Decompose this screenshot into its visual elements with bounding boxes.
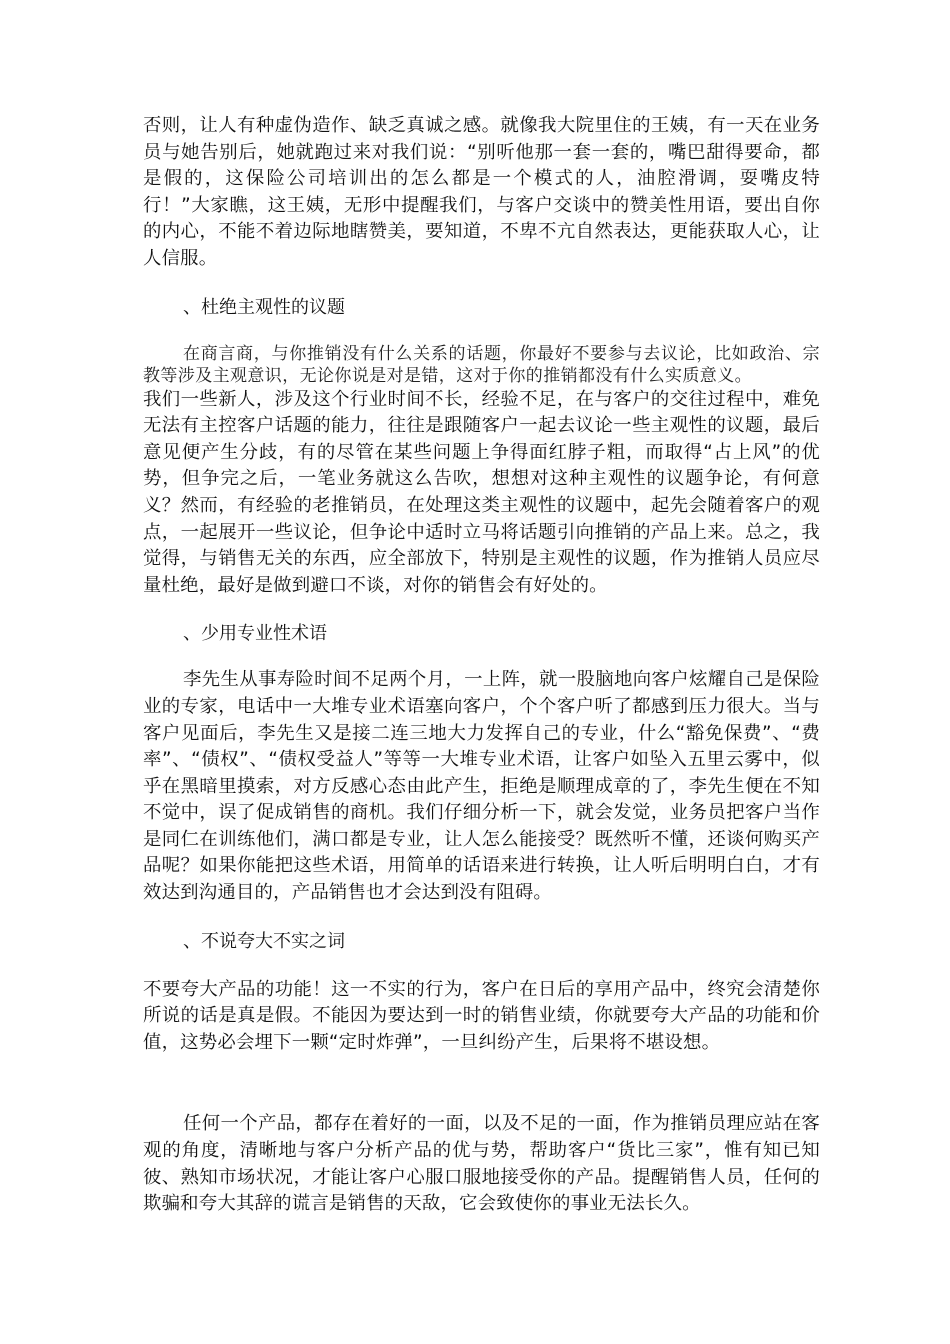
section-heading-no-exaggeration: 、不说夸大不实之词 [183, 930, 345, 952]
paragraph-flattery-sincerity: 否则，让人有种虚伪造作、缺乏真诚之感。就像我大院里住的王姨，有一天在业务员与她告别后，她就跑过来对我们说：“别听他那一套一套的，嘴巴甜得要命，都是假的，这保险公司培训出的怎么都是一个模式的人，油腔滑调，耍嘴皮特行！”大家瞧，这王姨，无形中提醒我们，与客户交谈中的赞美性用语，要出自你的内心，不能不着边际地瞎赞美，要知道，不卑不亢自然表达，更能获取人心，让人信服。 [143, 115, 820, 269]
paragraph-new-salespeople: 我们一些新人，涉及这个行业时间不长，经验不足，在与客户的交往过程中，难免无法有主控客户话题的能力，往往是跟随客户一起去议论一些主观性的议题，最后意见便产生分歧，有的尽管在某些问题上争得面红脖子粗，而取得“占上风”的优势，但争完之后，一笔业务就这么告吹，想想对这种主观性的议题争论，有何意义？然而，有经验的老推销员，在处理这类主观性的议题中，起先会随着客户的观点，一起展开一些议论，但争论中适时立马将话题引向推销的产品上来。总之，我觉得，与销售无关的东西，应全部放下，特别是主观性的议题，作为推销人员应尽量杜绝，最好是做到避口不谈，对你的销售会有好处的。 [143, 388, 820, 596]
paragraph-objective-analysis: 任何一个产品，都存在着好的一面，以及不足的一面，作为推销员理应站在客观的角度，清晰地与客户分析产品的优与势，帮助客户“货比三家”，惟有知已知彼、熟知市场状况，才能让客户心服口服地接受你的产品。提醒销售人员，任何的欺骗和夸大其辞的谎言是销售的天敌，它会致使你的事业无法长久。 [143, 1113, 820, 1215]
paragraph-dont-exaggerate: 不要夸大产品的功能！这一不实的行为，客户在日后的享用产品中，终究会清楚你所说的话是真是假。不能因为要达到一时的销售业绩，你就要夸大产品的功能和价值，这势必会埋下一颗“定时炸弹”，一旦纠纷产生，后果将不堪设想。 [143, 978, 820, 1053]
section-heading-fewer-jargon: 、少用专业性术语 [183, 623, 327, 645]
paragraph-business-talk: 在商言商，与你推销没有什么关系的话题，你最好不要参与去议论，比如政治、宗教等涉及主观意识，无论你说是对是错，这对于你的推销都没有什么实质意义。 [143, 343, 820, 386]
paragraph-mr-li-example: 李先生从事寿险时间不足两个月，一上阵，就一股脑地向客户炫耀自己是保险业的专家，电话中一大堆专业术语塞向客户，个个客户听了都感到压力很大。当与客户见面后，李先生又是接二连三地大力发挥自己的专业，什么“豁免保费”、“费率”、“债权”、“债权受益人”等等一大堆专业术语，让客户如坠入五里云雾中，似乎在黑暗里摸索，对方反感心态由此产生，拒绝是顺理成章的了，李先生便在不知不觉中，误了促成销售的商机。我们仔细分析一下，就会发觉，业务员把客户当作是同仁在训练他们，满口都是专业，让人怎么能接受？既然听不懂，还谈何购买产品呢？如果你能把这些术语，用简单的话语来进行转换，让人听后明明白白，才有效达到沟通目的，产品销售也才会达到没有阻碍。 [143, 669, 820, 904]
section-heading-avoid-subjective-topics: 、杜绝主观性的议题 [183, 296, 345, 318]
